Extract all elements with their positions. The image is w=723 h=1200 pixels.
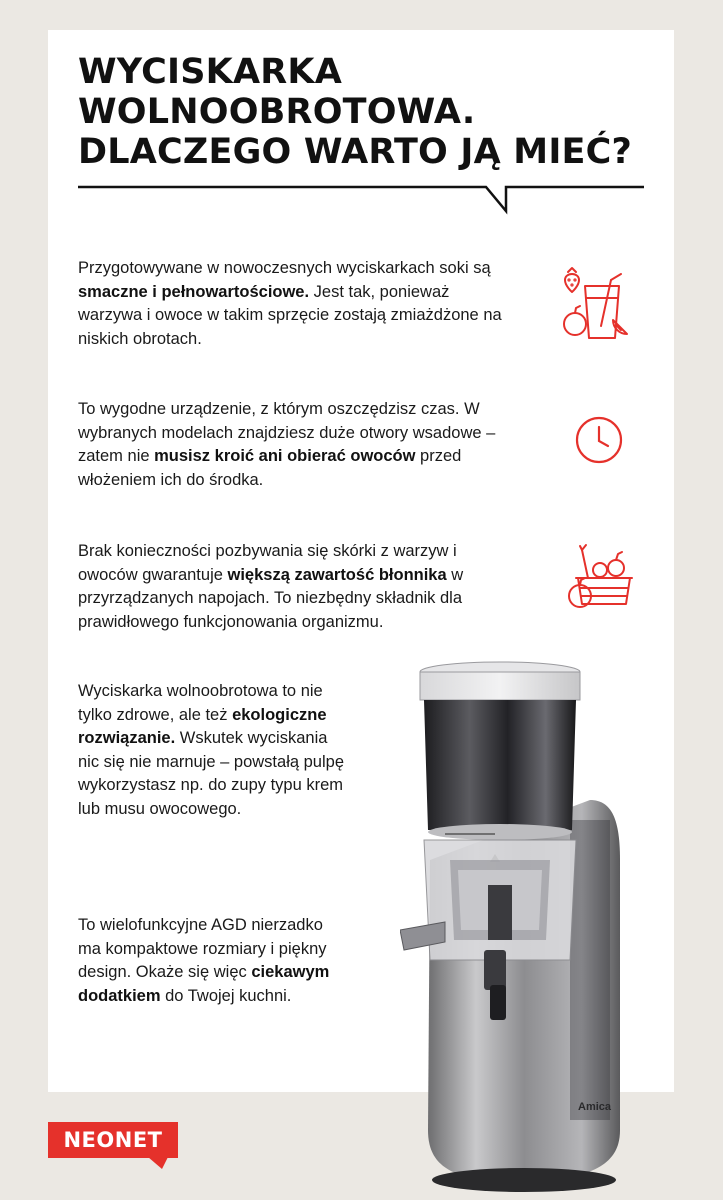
paragraph-text: Wskutek wyciskania nic się nie marnuje – powstałą pulpę wykorzystasz np. do zupy typu krem lub musu owocowego. <box>78 729 344 818</box>
paragraph-text: w przyrządzanych napojach. To niezbędny składnik dla prawidłowego funkcjonowania organizmu. <box>78 565 464 631</box>
clock-icon <box>574 415 624 465</box>
paragraph-fresh-juice <box>78 257 510 351</box>
title-line-3: DLACZEGO WARTO JĄ MIEĆ? <box>78 132 633 172</box>
logo-speech-tail <box>148 1157 168 1169</box>
paragraph-text: przed włożeniem ich do środka. <box>78 447 462 489</box>
paragraph-highlight: większą zawartość błonnika <box>227 565 447 584</box>
title-line-2: WOLNOOBROTOWA. <box>78 92 476 132</box>
juice-glass-fruit-icon <box>555 266 635 346</box>
page-title <box>78 52 668 172</box>
neonet-logo <box>48 1122 178 1168</box>
product-brand-label: Amica <box>578 1101 612 1113</box>
paragraph-text: To wielofunkcyjne AGD nierzadko ma kompaktowe rozmiary i piękny design. Okaże się więc <box>78 916 327 981</box>
paragraph-compact-design <box>78 914 340 1008</box>
paragraph-text: Brak konieczności pozbywania się skórki z warzyw i owoców gwarantuje <box>78 542 457 584</box>
paragraph-highlight: ciekawym dodatkiem <box>78 963 330 1005</box>
speech-callout-line <box>78 178 648 218</box>
title-line-1: WYCISKARKA <box>78 52 342 92</box>
paragraph-highlight: ekologiczne rozwiązanie. <box>78 705 327 747</box>
paragraph-text: To wygodne urządzenie, z którym oszczędzisz czas. W wybranych modelach znajdziesz duże otwory wsadowe – zatem nie <box>78 400 496 465</box>
paragraph-text: Przygotowywane w nowoczesnych wyciskarkach soki są <box>78 259 491 277</box>
paragraph-text: Wyciskarka wolnoobrotowa to nie tylko zdrowe, ale też <box>78 682 323 724</box>
paragraph-text: do Twojej kuchni. <box>160 986 292 1005</box>
paragraph-highlight: musisz kroić ani obierać owoców <box>154 447 416 465</box>
paragraph-ecological <box>78 680 346 821</box>
paragraph-fiber <box>78 540 518 634</box>
paragraph-saves-time <box>78 398 510 492</box>
slow-juicer-product-image <box>400 660 640 1200</box>
paragraph-text: Jest tak, ponieważ warzywa i owoce w takim sprzęcie zostają zmiażdżone na niskich obrotach. <box>78 282 502 348</box>
fruit-basket-icon <box>560 538 636 614</box>
neonet-logo-text: NEONET <box>48 1122 178 1158</box>
paragraph-highlight: smaczne i pełnowartościowe. <box>78 282 310 301</box>
